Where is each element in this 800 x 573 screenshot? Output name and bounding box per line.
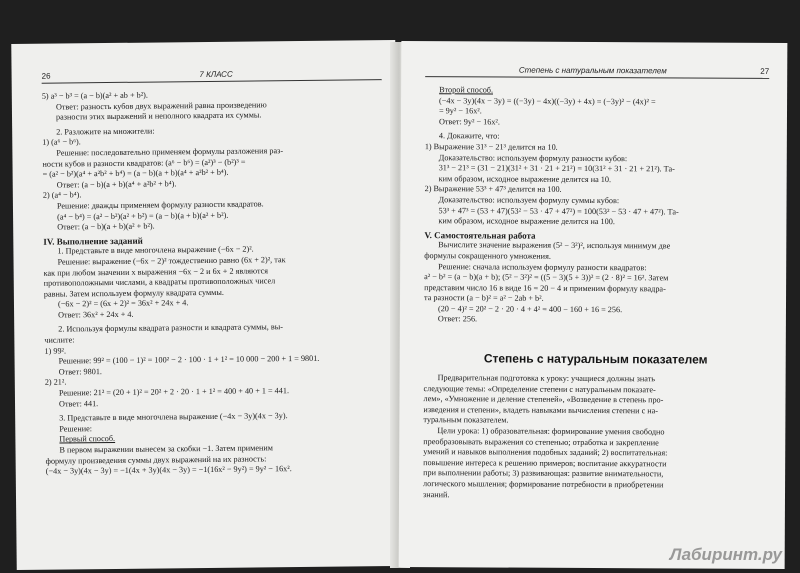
text-line: 2) Выражение 53³ + 47³ делится на 100.: [424, 184, 562, 195]
text-line: Решение: дважды применяем формулу разности квадратов.: [56, 199, 264, 211]
text-line: 4. Докажите, что:: [438, 131, 500, 141]
text-line: логического мышления; формирование потребности в приобретении: [423, 479, 664, 490]
text-line: при выполнении работы; 3) развивающая: развитие внимательности,: [423, 468, 664, 479]
text-line: 2. Разложите на множители:: [56, 126, 155, 137]
text-line: ким образом, исходное выражение делится на 100.: [438, 216, 615, 227]
text-line: преобразовывать выражения со степенью; отработка и закрепление: [423, 436, 659, 447]
text-line: противоположными числами, а квадраты противоположных чисел: [43, 276, 276, 288]
text-line: 2) (a⁴ − b⁴).: [42, 190, 82, 201]
text-line: a² − b² = (a − b)(a + b); (5² − 3²)² = ((5 − 3)(5 + 3))² = (2 · 8)² = 16². Затем: [424, 272, 669, 283]
text-line: В первом выражении вынесем за скобки −1. Затем применим: [59, 443, 273, 455]
text-line: Ответ: 256.: [437, 314, 478, 324]
text-line: Ответ: 441.: [58, 398, 99, 409]
text-line: Доказательство: используем формулу разности кубов:: [438, 152, 628, 163]
text-line: Первый способ.: [59, 434, 116, 444]
text-line: 31³ − 21³ = (31 − 21)(31² + 31 · 21 + 21²) = 10(31² + 31 · 21 + 21²). Та-: [438, 163, 675, 174]
right-page-body: [424, 85, 769, 327]
text-line: умений и навыков выполнения подобных заданий; 2) воспитательная:: [423, 447, 668, 458]
text-line: 1) 99².: [44, 346, 67, 356]
text-line: равны. Затем используем формулу квадрата суммы.: [43, 287, 224, 299]
text-line: (20 − 4)² = 20² − 2 · 20 · 4 + 4² = 400 − 160 + 16 = 256.: [437, 304, 623, 315]
text-line: Предварительная подготовка к уроку: учащиеся должны знать: [437, 373, 656, 384]
text-line: (−4x − 3y)(4x − 3y) = ((−3y) − 4x)((−3y) + 4x) = (−3y)² − (4x)² =: [439, 95, 656, 106]
running-head-title: Степень с натуральным показателем: [518, 65, 667, 76]
text-line: 2) 21².: [44, 377, 67, 388]
text-line: 1) Выражение 31³ − 21³ делится на 10.: [424, 142, 558, 152]
text-line: представим число 16 в виде 16 = 20 − 4 и применим формулу квадра-: [424, 282, 666, 294]
section-title: Степень с натуральным показателем: [483, 351, 708, 367]
text-line: та разности (a − b)² = a² − 2ab + b².: [424, 293, 544, 304]
text-line: = 9y² − 16x².: [438, 106, 482, 116]
text-line: знаний.: [422, 489, 450, 499]
text-line: следующие темы: «Определение степени с натуральным показате-: [423, 383, 656, 394]
text-line: Решение: 21² = (20 + 1)² = 20² + 2 · 20 · 1 + 1² = 400 + 40 + 1 = 441.: [58, 386, 290, 398]
text-line: Ответ: 36x² + 24x + 4.: [58, 309, 134, 320]
right-page: [399, 41, 788, 569]
text-line: Доказательство: используем формулу суммы кубов:: [438, 195, 620, 206]
open-book: [14, 42, 786, 568]
text-line: Решение: последовательно применяем формулы разложения раз-: [56, 146, 284, 158]
text-line: 1) (a⁶ − b⁶).: [42, 137, 81, 148]
text-line: Ответ: 9801.: [58, 366, 103, 377]
text-line: Вычислите значение выражения (5² − 3²)², используя минимум две: [438, 240, 671, 251]
text-line: 5) a³ − b³ = (a − b)(a² + ab + b²).: [41, 90, 148, 101]
text-line: Ответ: 9y² − 16x².: [438, 116, 500, 127]
right-page-body-continued: [423, 373, 768, 502]
text-line: формулы сокращенного умножения.: [424, 251, 551, 261]
text-line: 2. Используя формулы квадрата разности и квадрата суммы, вы-: [58, 322, 283, 335]
section-heading: IV. Выполнение заданий: [43, 235, 143, 247]
text-line: (−6x − 2)² = (6x + 2)² = 36x² + 24x + 4.: [57, 298, 189, 309]
text-line: 3. Представьте в виде многочлена выражение (−4x − 3y)(4x − 3y).: [59, 411, 288, 423]
watermark-logo: Лабиринт.ру: [669, 545, 782, 564]
text-line: = (a² − b²)(a⁴ + a²b² + b⁴) = (a − b)(a + b)(a⁴ + a²b² + b⁴).: [42, 167, 229, 179]
text-line: Ответ: (a − b)(a + b)(a² + b²).: [57, 221, 155, 232]
text-line: изведения и степени», владеть навыками вычисления степени с на-: [423, 404, 659, 416]
text-line: (a⁴ − b⁴) = (a² − b²)(a² + b²) = (a − b)(a + b)(a² + b²).: [57, 210, 229, 222]
text-line: 53³ + 47³ = (53 + 47)(53² − 53 · 47 + 47²) = 100(53² − 53 · 47 + 47²). Та-: [438, 205, 679, 216]
running-head-title: 7 КЛАСС: [199, 69, 233, 80]
text-line: Цели урока: 1) образовательная: формирование умения свободно: [437, 426, 665, 437]
text-line: ности кубов и разности квадратов: (a⁶ − b⁶) = (a²)³ − (b²)³ =: [42, 157, 246, 169]
text-line: Решение: выражение (−6x − 2)² тождественно равно (6x + 2)², так: [57, 255, 286, 267]
text-line: числите:: [44, 335, 75, 345]
text-line: как при любом значении x выражения −6x − 2 и 6x + 2 являются: [43, 265, 269, 278]
text-line: туральным показателем.: [423, 415, 509, 425]
text-line: разности этих выражений и неполного квадрата их суммы.: [55, 110, 262, 122]
right-running-head: [425, 65, 769, 79]
text-line: формулу произведения суммы двух выражений на их разность:: [45, 453, 267, 466]
text-line: 1. Представьте в виде многочлена выражение (−6x − 2)².: [57, 244, 254, 256]
text-line: Решение: сначала используем формулу разности квадратов:: [438, 261, 647, 272]
page-number: 27: [760, 66, 770, 76]
section-heading: V. Самостоятельная работа: [424, 229, 536, 241]
left-running-head: [42, 68, 382, 84]
text-line: повышение интереса к решению примеров; воспитание аккуратности: [423, 457, 667, 469]
text-line: Второй способ.: [439, 85, 494, 95]
left-page: [11, 40, 400, 570]
page-number: 26: [41, 71, 51, 81]
text-line: Решение:: [59, 424, 93, 434]
text-line: (−4x − 3y)(4x − 3y) = −1(4x + 3y)(4x − 3y) = −1(16x² − 9y²) = 9y² − 16x².: [45, 464, 292, 476]
left-page-body: [42, 88, 386, 477]
text-line: ким образом, исходное выражение делится на 10.: [438, 173, 612, 184]
text-line: лем», «Умножение и деление степеней», «Возведение в степень про-: [423, 394, 664, 405]
text-line: Ответ: (a − b)(a + b)(a⁴ + a²b² + b⁴).: [56, 179, 177, 190]
text-line: Ответ: разность кубов двух выражений равна произведению: [55, 99, 267, 112]
text-line: Решение: 99² = (100 − 1)² = 100² − 2 · 100 · 1 + 1² = 10 000 − 200 + 1 = 9801.: [58, 354, 320, 366]
